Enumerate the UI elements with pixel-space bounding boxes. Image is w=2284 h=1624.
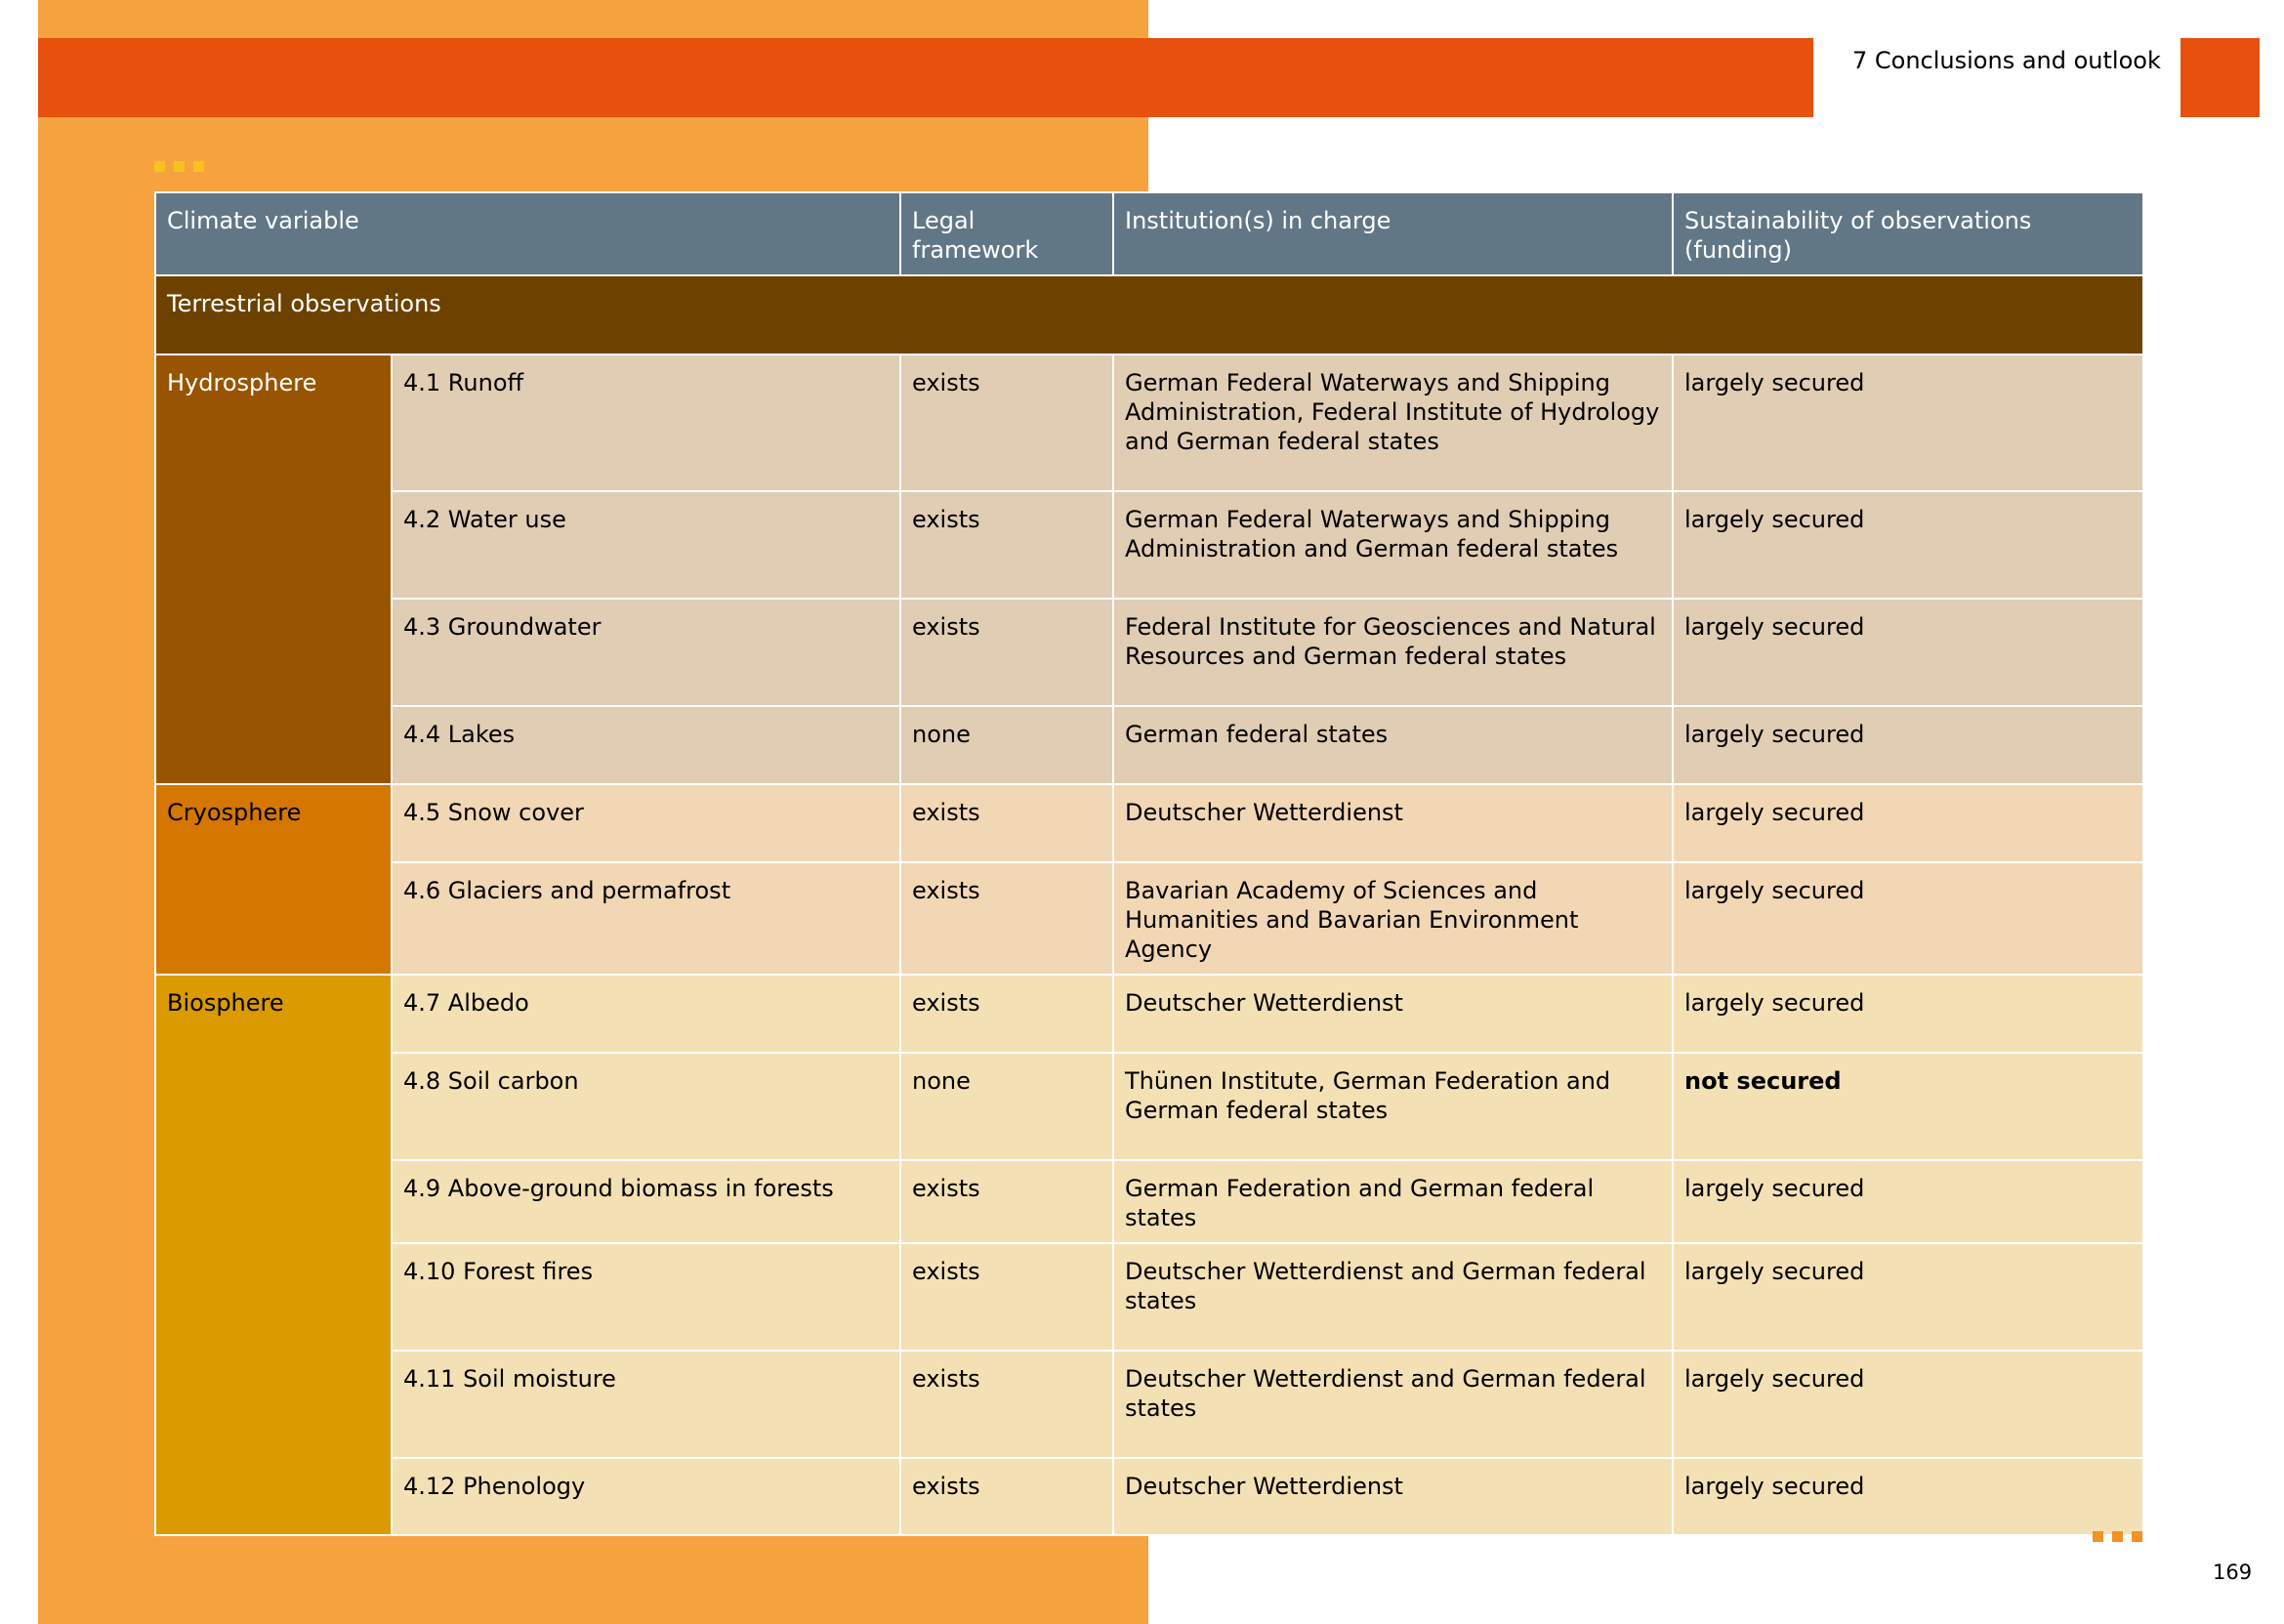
column-header: Climate variable	[155, 192, 900, 275]
variable-cell: 4.2 Water use	[392, 491, 900, 599]
variable-cell: 4.9 Above-ground biomass in forests	[392, 1160, 900, 1243]
table-row	[155, 784, 2143, 862]
institution-cell: German Federation and German federal states	[1113, 1160, 1673, 1243]
observations-table	[154, 191, 2144, 1536]
institution-cell: Deutscher Wetterdienst and German federal states	[1113, 1243, 1673, 1351]
variable-cell: 4.1 Runoff	[392, 354, 900, 491]
group-label-hydrosphere: Hydrosphere	[155, 354, 392, 784]
funding-cell: largely secured	[1673, 1243, 2143, 1351]
table-row	[155, 1243, 2143, 1351]
institution-cell: German Federal Waterways and Shipping Administration, Federal Institute of Hydrology and German federal states	[1113, 354, 1673, 491]
table-row	[155, 1458, 2143, 1535]
funding-cell: largely secured	[1673, 706, 2143, 784]
legal-cell: exists	[900, 1160, 1113, 1243]
decorative-dots-top	[154, 161, 204, 172]
legal-cell: none	[900, 706, 1113, 784]
page-number: 169	[2213, 1561, 2253, 1584]
variable-cell: 4.4 Lakes	[392, 706, 900, 784]
legal-cell: exists	[900, 1458, 1113, 1535]
legal-cell: exists	[900, 862, 1113, 975]
funding-cell: largely secured	[1673, 1351, 2143, 1458]
legal-cell: exists	[900, 975, 1113, 1053]
table-row	[155, 599, 2143, 706]
header-accent-square	[2180, 38, 2260, 117]
institution-cell: Federal Institute for Geosciences and Natural Resources and German federal states	[1113, 599, 1673, 706]
table-row	[155, 862, 2143, 975]
legal-cell: exists	[900, 784, 1113, 862]
decorative-dots-bottom	[2093, 1531, 2142, 1542]
group-label-cryosphere: Cryosphere	[155, 784, 392, 975]
institution-cell: German federal states	[1113, 706, 1673, 784]
group-label-biosphere: Biosphere	[155, 975, 392, 1535]
institution-cell: Bavarian Academy of Sciences and Humanities and Bavarian Environment Agency	[1113, 862, 1673, 975]
funding-cell: largely secured	[1673, 354, 2143, 491]
legal-cell: exists	[900, 354, 1113, 491]
institution-cell: Deutscher Wetterdienst and German federal states	[1113, 1351, 1673, 1458]
variable-cell: 4.6 Glaciers and permafrost	[392, 862, 900, 975]
table-row	[155, 1053, 2143, 1160]
table-row	[155, 975, 2143, 1053]
variable-cell: 4.8 Soil carbon	[392, 1053, 900, 1160]
chapter-title: 7 Conclusions and outlook	[1852, 47, 2161, 74]
funding-cell: largely secured	[1673, 862, 2143, 975]
variable-cell: 4.12 Phenology	[392, 1458, 900, 1535]
header-bar	[38, 38, 1813, 117]
legal-cell: exists	[900, 599, 1113, 706]
variable-cell: 4.10 Forest fires	[392, 1243, 900, 1351]
legal-cell: exists	[900, 1243, 1113, 1351]
funding-cell: largely secured	[1673, 599, 2143, 706]
legal-cell: none	[900, 1053, 1113, 1160]
table-row	[155, 491, 2143, 599]
funding-cell: largely secured	[1673, 975, 2143, 1053]
table-row	[155, 1160, 2143, 1243]
section-row	[155, 275, 2143, 354]
legal-cell: exists	[900, 1351, 1113, 1458]
funding-cell: not secured	[1673, 1053, 2143, 1160]
column-header: Sustainability of observations (funding)	[1673, 192, 2143, 275]
variable-cell: 4.11 Soil moisture	[392, 1351, 900, 1458]
legal-cell: exists	[900, 491, 1113, 599]
institution-cell: German Federal Waterways and Shipping Administration and German federal states	[1113, 491, 1673, 599]
column-header: Institution(s) in charge	[1113, 192, 1673, 275]
institution-cell: Deutscher Wetterdienst	[1113, 784, 1673, 862]
institution-cell: Deutscher Wetterdienst	[1113, 1458, 1673, 1535]
column-header: Legal framework	[900, 192, 1113, 275]
section-label: Terrestrial observations	[155, 275, 2143, 354]
funding-cell: largely secured	[1673, 1160, 2143, 1243]
institution-cell: Thünen Institute, German Federation and German federal states	[1113, 1053, 1673, 1160]
variable-cell: 4.5 Snow cover	[392, 784, 900, 862]
table-header-row	[155, 192, 2143, 275]
funding-cell: largely secured	[1673, 784, 2143, 862]
institution-cell: Deutscher Wetterdienst	[1113, 975, 1673, 1053]
variable-cell: 4.3 Groundwater	[392, 599, 900, 706]
table-row	[155, 1351, 2143, 1458]
funding-cell: largely secured	[1673, 1458, 2143, 1535]
table-row	[155, 706, 2143, 784]
table-row	[155, 354, 2143, 491]
variable-cell: 4.7 Albedo	[392, 975, 900, 1053]
funding-cell: largely secured	[1673, 491, 2143, 599]
